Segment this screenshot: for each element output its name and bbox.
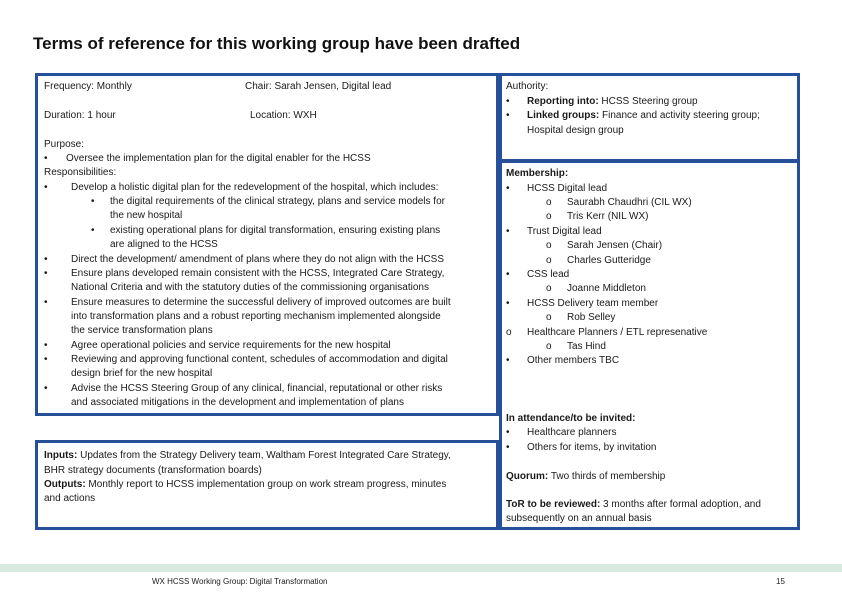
- resp-7-line-2: and associated mitigations in the development and implementation of plans: [71, 397, 404, 408]
- attendance-bullet: •: [506, 427, 510, 438]
- outputs-value-line-2: and actions: [44, 493, 96, 504]
- member-sub-bullet: o: [546, 341, 552, 352]
- tor-value: 3 months after formal adoption, and: [600, 499, 761, 510]
- inputs: [44, 449, 451, 463]
- member-group-5: Healthcare Planners / ETL represenative: [527, 327, 708, 338]
- resp-4-line-3: the service transformation plans: [71, 325, 213, 336]
- resp-sub-bullet: •: [91, 196, 95, 207]
- reporting-value: HCSS Steering group: [598, 96, 698, 107]
- inputs-value-line-2: BHR strategy documents (transformation boards): [44, 465, 262, 476]
- footer-band: [0, 564, 842, 572]
- member-group-1: HCSS Digital lead: [527, 183, 608, 194]
- attendance-bullet: •: [506, 442, 510, 453]
- linked-value: Finance and activity steering group;: [599, 110, 760, 121]
- resp-bullet: •: [44, 254, 48, 265]
- resp-1a-line-1: the digital requirements of the clinical strategy, plans and service models for: [110, 196, 445, 207]
- member-sub-bullet: o: [546, 240, 552, 251]
- resp-sub-bullet: •: [91, 225, 95, 236]
- inputs-label: Inputs:: [44, 450, 78, 461]
- resp-4-line-1: Ensure measures to determine the successful delivery of improved outcomes are built: [71, 297, 451, 308]
- resp-5: Agree operational policies and service requirements for the new hospital: [71, 340, 391, 351]
- member-g4-1: Rob Selley: [567, 312, 616, 323]
- attendance-1: Healthcare planners: [527, 427, 617, 438]
- location: Location: WXH: [250, 110, 317, 121]
- member-group-4: HCSS Delivery team member: [527, 298, 659, 309]
- purpose-bullet: •: [44, 153, 48, 164]
- member-group-3: CSS lead: [527, 269, 570, 280]
- resp-bullet: •: [44, 383, 48, 394]
- member-bullet: •: [506, 183, 510, 194]
- tor-label: ToR to be reviewed:: [506, 499, 601, 510]
- tor-value-line-2: subsequently on an annual basis: [506, 513, 652, 524]
- resp-3-line-2: National Criteria and with the statutory duties of the commissioning organisations: [71, 282, 429, 293]
- linked-groups: [527, 109, 760, 123]
- resp-6-line-2: design brief for the new hospital: [71, 368, 213, 379]
- member-g2-2: Charles Gutteridge: [567, 255, 651, 266]
- authority-bullet: •: [506, 110, 510, 121]
- member-g1-1: Saurabh Chaudhri (CIL WX): [567, 197, 692, 208]
- resp-bullet: •: [44, 354, 48, 365]
- linked-value-line-2: Hospital design group: [527, 125, 624, 136]
- reporting-label: Reporting into:: [527, 96, 599, 107]
- outputs: [44, 478, 446, 492]
- purpose-item: Oversee the implementation plan for the digital enabler for the HCSS: [66, 153, 371, 164]
- member-g1-2: Tris Kerr (NIL WX): [567, 211, 649, 222]
- member-bullet: •: [506, 298, 510, 309]
- resp-1b-line-1: existing operational plans for digital transformation, ensuring existing plans: [110, 225, 441, 236]
- resp-1b-line-2: are aligned to the HCSS: [110, 239, 218, 250]
- reporting-into: [527, 95, 698, 109]
- member-group-6: Other members TBC: [527, 355, 620, 366]
- resp-6-line-1: Reviewing and approving functional content, schedules of accommodation and digital: [71, 354, 448, 365]
- member-g3-1: Joanne Middleton: [567, 283, 646, 294]
- quorum-label: Quorum:: [506, 471, 549, 482]
- member-bullet: •: [506, 355, 510, 366]
- resp-1a-line-2: the new hospital: [110, 210, 183, 221]
- authority-label: Authority:: [506, 81, 549, 92]
- authority-bullet: •: [506, 96, 510, 107]
- duration: Duration: 1 hour: [44, 110, 116, 121]
- resp-bullet: •: [44, 297, 48, 308]
- attendance-label: In attendance/to be invited:: [506, 413, 636, 424]
- resp-7-line-1: Advise the HCSS Steering Group of any clinical, financial, reputational or other risks: [71, 383, 443, 394]
- quorum: [506, 470, 665, 484]
- page-title: Terms of reference for this working group have been drafted: [33, 34, 521, 53]
- linked-label: Linked groups:: [527, 110, 600, 121]
- member-sub-bullet: o: [546, 197, 552, 208]
- resp-bullet: •: [44, 340, 48, 351]
- frequency: Frequency: Monthly: [44, 81, 132, 92]
- resp-1: Develop a holistic digital plan for the redevelopment of the hospital, which includes:: [71, 182, 439, 193]
- membership-label: Membership:: [506, 168, 569, 179]
- member-bullet: •: [506, 269, 510, 280]
- member-bullet: •: [506, 226, 510, 237]
- outputs-value: Monthly report to HCSS implementation group on work stream progress, minutes: [85, 479, 447, 490]
- member-sub-bullet: o: [546, 255, 552, 266]
- member-sub-bullet: o: [546, 211, 552, 222]
- resp-bullet: •: [44, 182, 48, 193]
- member-sub-bullet: o: [506, 327, 512, 338]
- resp-bullet: •: [44, 268, 48, 279]
- responsibilities-label: Responsibilities:: [44, 167, 117, 178]
- member-sub-bullet: o: [546, 312, 552, 323]
- member-g2-1: Sarah Jensen (Chair): [567, 240, 663, 251]
- page-number: 15: [776, 577, 785, 586]
- resp-2: Direct the development/ amendment of plans where they do not align with the HCSS: [71, 254, 444, 265]
- chair: Chair: Sarah Jensen, Digital lead: [245, 81, 392, 92]
- resp-4-line-2: into transformation plans and a robust reporting mechanism implemented alongside: [71, 311, 441, 322]
- purpose-label: Purpose:: [44, 139, 85, 150]
- tor-review: [506, 498, 761, 512]
- inputs-value: Updates from the Strategy Delivery team, Waltham Forest Integrated Care Strategy,: [77, 450, 451, 461]
- resp-3-line-1: Ensure plans developed remain consistent with the HCSS, Integrated Care Strategy,: [71, 268, 445, 279]
- footer-title: WX HCSS Working Group: Digital Transformation: [152, 577, 328, 586]
- attendance-2: Others for items, by invitation: [527, 442, 657, 453]
- member-sub-bullet: o: [546, 283, 552, 294]
- quorum-value: Two thirds of membership: [548, 471, 666, 482]
- member-g5-1: Tas Hind: [567, 341, 606, 352]
- member-group-2: Trust Digital lead: [527, 226, 602, 237]
- outputs-label: Outputs:: [44, 479, 86, 490]
